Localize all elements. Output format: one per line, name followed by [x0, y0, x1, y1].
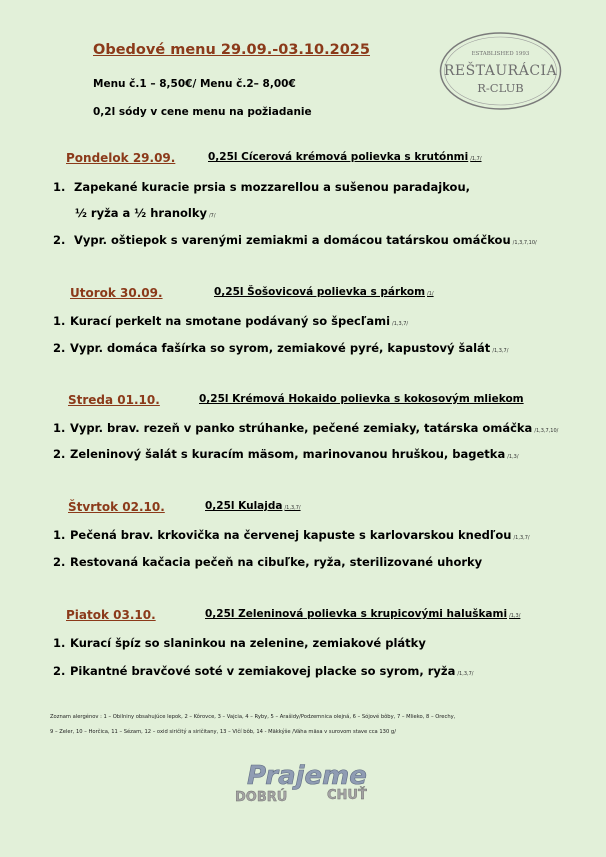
soup-wednesday: 0,25l Krémová Hokaido polievka s kokosovým mliekom: [199, 393, 524, 405]
menu-item-monday-1: 1. Zapekané kuracie prsia s mozzarellou a sušenou paradajkou,: [53, 180, 471, 194]
menu-title: Obedové menu 29.09.-03.10.2025: [93, 42, 370, 58]
soup-thursday: 0,25l Kulajda /1,3,7/: [205, 500, 301, 512]
stamp-line-2: DOBRÚ: [235, 790, 288, 805]
svg-text:ESTABLISHED 1993: ESTABLISHED 1993: [471, 51, 530, 57]
menu-item-thursday-2: 2. Restovaná kačacia pečeň na cibuľke, ryža, sterilizované uhorky: [53, 555, 483, 569]
menu-item-tuesday-2: 2. Vypr. domáca fašírka so syrom, zemiakové pyré, kapustový šalát /1,3,7/: [53, 341, 509, 355]
svg-text:REŠTAURÁCIA: REŠTAURÁCIA: [443, 63, 558, 79]
menu-item-wednesday-1: 1. Vypr. brav. rezeň v panko strúhanke, pečené zemiaky, tatárska omáčka /1,3,7,10/: [53, 421, 559, 435]
soda-note: 0,2l sódy v cene menu na požiadanie: [93, 106, 312, 118]
stamp-line-1: Prajeme: [247, 761, 367, 791]
menu-item-tuesday-1: 1. Kurací perkelt na smotane podávaný so špecľami /1,3,7/: [53, 314, 409, 328]
menu-item-wednesday-2: 2. Zeleninový šalát s kuracím mäsom, marinovanou hruškou, bagetka /1,3/: [53, 447, 519, 461]
bon-appetit-stamp: [235, 756, 375, 806]
menu-item-monday-2: 2. Vypr. oštiepok s varenými zemiakmi a domácou tatárskou omáčkou /1,3,7,10/: [53, 233, 537, 247]
day-friday: Piatok 03.10.: [66, 608, 156, 622]
allergen-list-line-2: 9 – Zeler, 10 – Horčica, 11 – Sézam, 12 – oxid siričitý a siričitany, 13 – Vlčí bôb, 14 - Mäkkýše /Váha mäsa v surovom stave cca 130 g/: [50, 729, 396, 735]
menu-prices: Menu č.1 – 8,50€/ Menu č.2– 8,00€: [93, 78, 296, 90]
soup-tuesday: 0,25l Šošovicová polievka s párkom /1/: [214, 286, 434, 298]
day-tuesday: Utorok 30.09.: [70, 286, 163, 300]
menu-item-friday-1: 1. Kurací špíz so slaninkou na zelenine, zemiakové plátky: [53, 636, 426, 650]
allergen-list-line-1: Zoznam alergénov : 1 – Obilniny obsahujúce lepok, 2 – Kôrovce, 3 – Vajcia, 4 – Ryby, 5 – Arašidy/Podzemnica olejná, 6 – Sójové bôby, 7 – Mlieko, 8 – Orechy,: [50, 714, 456, 720]
restaurant-logo: [437, 30, 564, 112]
stamp-line-3: CHUŤ: [327, 788, 367, 803]
soup-monday: 0,25l Cícerová krémová polievka s krutónmi /1,7/: [208, 151, 482, 163]
menu-item-thursday-1: 1. Pečená brav. krkovička na červenej kapuste s karlovarskou knedľou /1,3,7/: [53, 528, 530, 542]
soup-friday: 0,25l Zeleninová polievka s krupicovými haluškami /1,3/: [205, 608, 521, 620]
day-thursday: Štvrtok 02.10.: [68, 500, 165, 514]
svg-text:R-CLUB: R-CLUB: [477, 81, 524, 95]
day-wednesday: Streda 01.10.: [68, 393, 160, 407]
menu-item-monday-1-side: ½ ryža a ½ hranolky /7/: [75, 206, 216, 220]
menu-item-friday-2: 2. Pikantné bravčové soté v zemiakovej placke so syrom, ryža /1,3,7/: [53, 664, 474, 678]
day-monday: Pondelok 29.09.: [66, 151, 176, 165]
